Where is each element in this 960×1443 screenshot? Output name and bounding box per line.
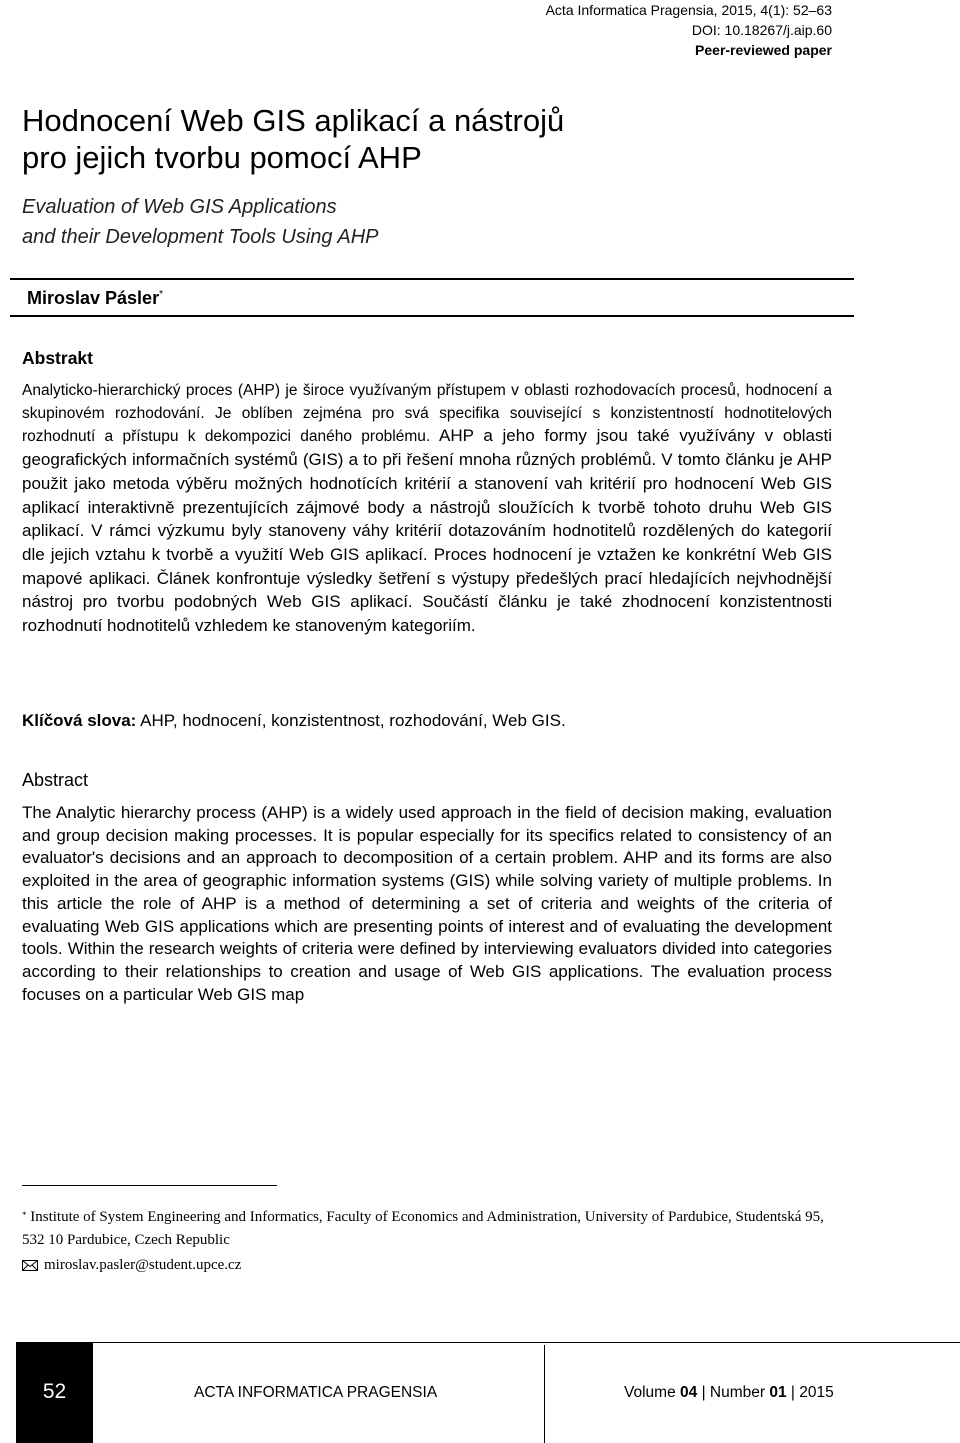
citation-line: Acta Informatica Pragensia, 2015, 4(1): 52–63 — [545, 2, 832, 18]
issue-year: 2015 — [799, 1384, 834, 1401]
footer-rule — [16, 1342, 960, 1343]
email-text: miroslav.pasler@student.upce.cz — [44, 1257, 242, 1273]
footnote-affiliation — [22, 1206, 832, 1252]
author-rule-top — [10, 278, 854, 280]
year-separator: | — [786, 1384, 800, 1401]
abstrakt-heading: Abstrakt — [22, 348, 93, 368]
footer-journal-name: ACTA INFORMATICA PRAGENSIA — [194, 1384, 438, 1401]
keywords-label: Klíčová slova: — [22, 711, 137, 730]
subtitle-line-2: and their Development Tools Using AHP — [22, 226, 379, 248]
affiliation-text: Institute of System Engineering and Informatics, Faculty of Economics and Administration, University of Pardubice, Studentská 95, 532 10 Pardubice, Czech Republic — [22, 1209, 824, 1248]
doi-line: DOI: 10.18267/j.aip.60 — [691, 22, 832, 38]
footer-volume-info — [624, 1382, 834, 1404]
abstrakt-text — [22, 380, 832, 639]
page-number: 52 — [42, 1380, 67, 1403]
footnote-rule — [22, 1185, 277, 1186]
footnote-mark: * — [22, 1210, 27, 1220]
title-line-2: pro jejich tvorbu pomocí AHP — [22, 140, 422, 175]
footer-divider — [544, 1345, 545, 1443]
author-footnote-mark: * — [159, 289, 163, 300]
paper-subtitle — [22, 192, 822, 252]
abstrakt-text-part-2: AHP a jeho formy jsou také využívány v oblasti geografických informačních systémů (GIS) a to při řešení mnoha různých problémů. V tomto článku je AHP použit jako metoda výběru možných hodnotících kritérií a stanovení vah kritérií pro hodnocení Web GIS aplikací interaktivně prezentujících zájmové body a nástrojů sloužících k tvorbě tohoto druhu Web GIS aplikací. V rámci výzkumu byly stanoveny váhy kritérií dotazováním hodnotitelů rozdělených do kategorií dle jejich vztahu k tvorbě a využití Web GIS aplikací. Proces hodnocení je vztažen ke konkrétní Web GIS mapové aplikaci. Článek konfrontuje výsledky šetření s výstupy předešlých prací hledajících nejvhodnější nástroj pro tvorbu podobných Web GIS aplikací. Součástí článku je také zhodnocení konzistentnosti rozhodnutí hodnotitelů vzhledem ke stanoveným kategoriím. — [22, 426, 833, 636]
issue-number: 01 — [769, 1384, 787, 1401]
author-rule-bottom — [10, 315, 854, 317]
abstrakt-text-part-1: Analyticko-hierarchický proces (AHP) je široce využívaným přístupem v oblasti rozhodovacích procesů, hodnocení a skupinovém rozhodování. Je oblíben zejména pro svá specifika související s konzistentností hodnotitelových rozhodnutí a přístupu k dekompozici daného problému. — [22, 382, 832, 446]
number-label: Number — [709, 1384, 770, 1401]
author-name — [27, 286, 163, 310]
author-name-text: Miroslav Pásler — [27, 288, 160, 308]
abstract-text: The Analytic hierarchy process (AHP) is a widely used approach in the field of decision making, evaluation and group decision making processes. It is popular especially for its specifics related to consistency of an evaluator's decisions and an approach to decomposition of a certain problem. AHP and its forms are also exploited in the area of geographic information systems (GIS) while solving variety of multiple problems. In this article the role of AHP is a method of determining a set of criteria and weights of the criteria of evaluating Web GIS applications which are presenting points of interest and of evaluating the development tools. Within the research weights of criteria were defined by interviewing evaluators divided into categories according to their relationships to creation and usage of Web GIS applications. The evaluation process focuses on a particular Web GIS map — [22, 803, 832, 1004]
peer-review-label: Peer-reviewed paper — [695, 42, 832, 58]
footnote-email — [22, 1255, 241, 1275]
title-line-1: Hodnocení Web GIS aplikací a nástrojů — [22, 103, 565, 138]
paper-title — [22, 102, 822, 176]
keywords-text: AHP, hodnocení, konzistentnost, rozhodování, Web GIS. — [136, 711, 566, 730]
subtitle-line-1: Evaluation of Web GIS Applications — [22, 196, 337, 218]
volume-separator: | — [697, 1384, 710, 1401]
volume-number: 04 — [680, 1384, 698, 1401]
volume-label: Volume — [624, 1384, 681, 1401]
abstract-heading: Abstract — [22, 770, 89, 790]
keywords — [22, 708, 832, 734]
envelope-icon — [22, 1260, 38, 1271]
